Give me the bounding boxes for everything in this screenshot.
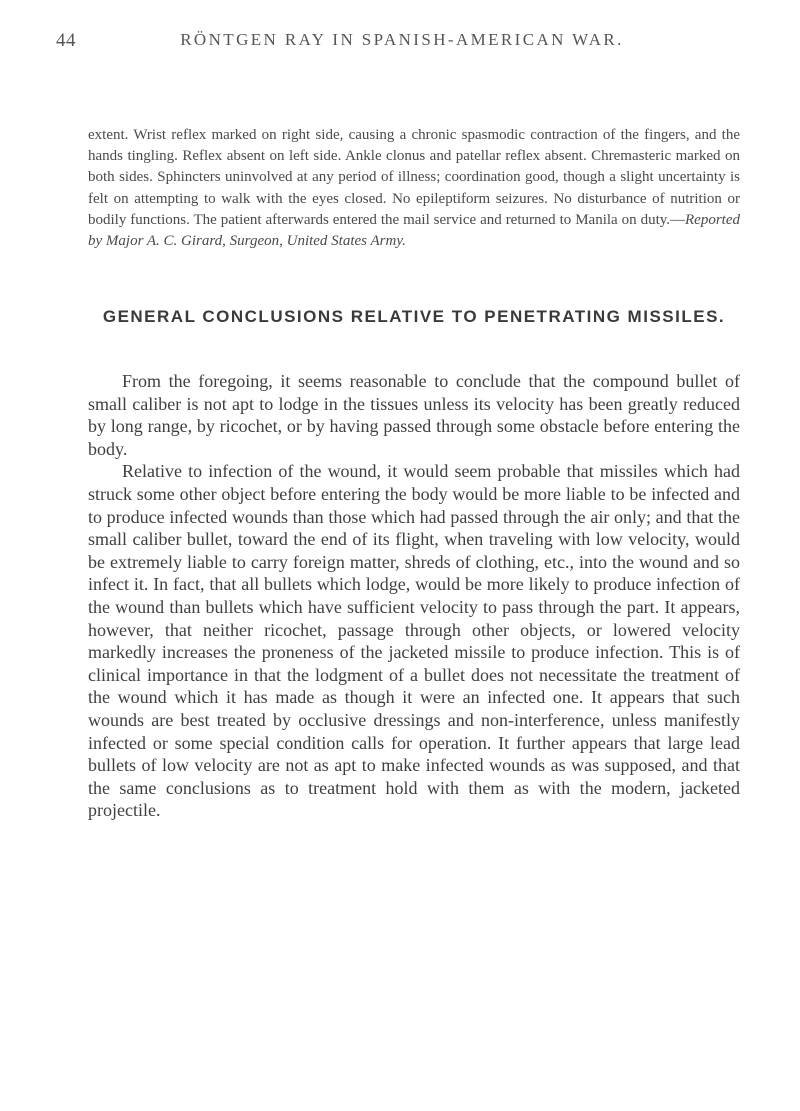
report-signature: Reported by Major A. C. Girard, Surgeon, United States Army. [88, 211, 740, 250]
running-head [56, 30, 748, 56]
section-body [88, 370, 740, 822]
case-report-text: extent. Wrist reflex marked on right side, causing a chronic spasmodic contraction of the fingers, and the hands tingling. Reflex absent on left side. Ankle clonus and patellar reflex absent. Chremasteric marked on both sides. Sphincters uninvolved at any period of illness; coordination good, though a slight uncertainty is felt on attempting to walk with the eyes closed. No epileptiform seizures. No disturbance of nutrition or bodily functions. The patient afterwards entered the mail service and returned to Manila on duty.— [88, 127, 740, 228]
running-title: RÖNTGEN RAY IN SPANISH-AMERICAN WAR. [180, 30, 624, 49]
section-heading: GENERAL CONCLUSIONS RELATIVE TO PENETRATING MISSILES. [102, 307, 726, 326]
paragraph-infection: Relative to infection of the wound, it would seem probable that missiles which had struck some other object before entering the body would be more liable to be infected and to produce infected wounds than those which had passed through the air only; and that the small caliber bullet, toward the end of its flight, when traveling with low velocity, would be extremely liable to carry foreign matter, shreds of clothing, etc., into the wound and so infect it. In fact, that all bullets which lodge, would be more likely to produce infection of the wound than bullets which have sufficient velocity to pass through the part. It appears, however, that neither ricochet, passage through other objects, or lowered velocity markedly increases the proneness of the jacketed missile to produce infection. This is of clinical importance in that the lodgment of a bullet does not necessitate the treatment of the wound which it has made as though it were an infected one. It appears that such wounds are best treated by occlusive dressings and non-interference, unless manifestly infected or some special condition calls for operation. It further appears that large lead bullets of low velocity are not as apt to make infected wounds as was supposed, and that the same conclusions as to treatment hold with them as with the modern, jacketed projectile. [88, 461, 740, 821]
paragraph-lodgment: From the foregoing, it seems reasonable to conclude that the compound bullet of small caliber is not apt to lodge in the tissues unless its velocity has been greatly reduced by long range, by ricochet, or by having passed through some obstacle before entering the body. [88, 371, 740, 459]
continued-case-paragraph [88, 125, 740, 252]
page-number: 44 [56, 30, 76, 51]
